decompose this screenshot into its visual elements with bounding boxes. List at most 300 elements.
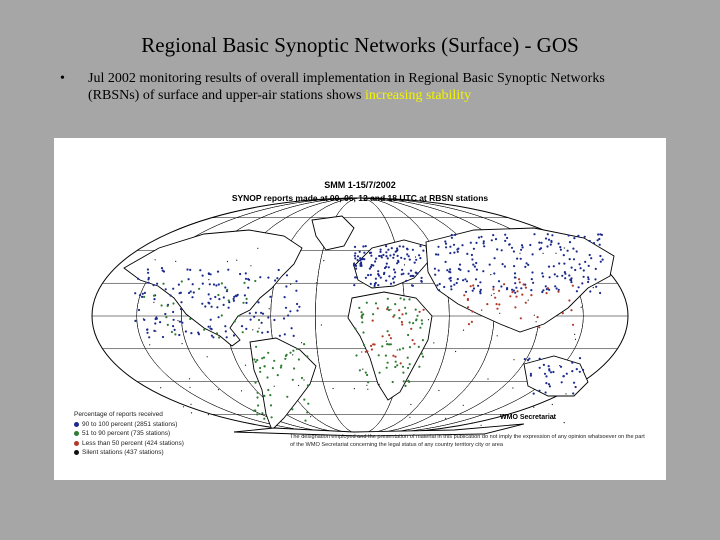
station-dot [406, 253, 408, 255]
station-dot [459, 264, 461, 266]
station-dot [539, 367, 541, 369]
station-dot [370, 345, 372, 347]
station-dot [208, 293, 210, 295]
station-dot [238, 315, 240, 317]
station-dot [182, 343, 183, 344]
station-dot [258, 319, 260, 321]
station-dot [481, 425, 482, 426]
station-dot [256, 396, 258, 398]
station-dot [457, 248, 459, 250]
station-dot [153, 330, 155, 332]
station-dot [153, 302, 154, 303]
legend-swatch [74, 422, 79, 427]
station-dot [467, 306, 469, 308]
station-dot [408, 298, 410, 300]
legend-item: Less than 50 percent (424 stations) [74, 439, 184, 449]
station-dot [174, 333, 176, 335]
station-dot [511, 289, 513, 291]
station-dot [479, 281, 481, 283]
station-dot [545, 285, 547, 287]
station-dot [491, 295, 492, 296]
station-dot [493, 293, 494, 294]
station-dot [386, 263, 388, 265]
station-dot [412, 339, 414, 341]
station-dot [471, 254, 473, 256]
station-dot [256, 413, 258, 415]
station-dot [448, 278, 450, 280]
station-dot [453, 252, 455, 254]
station-dot [466, 280, 468, 282]
station-dot [239, 273, 241, 275]
station-dot [263, 365, 265, 367]
station-dot [263, 357, 265, 359]
station-dot [181, 322, 183, 324]
station-dot [354, 257, 356, 259]
station-dot [448, 271, 450, 273]
station-dot [511, 247, 513, 249]
station-dot [242, 302, 244, 304]
station-dot [301, 377, 303, 379]
station-dot [357, 255, 359, 257]
station-dot [411, 275, 413, 277]
bullet-highlight: increasing stability [364, 88, 472, 103]
station-dot [397, 255, 399, 257]
station-dot [533, 233, 535, 235]
station-dot [422, 250, 424, 252]
station-dot [435, 253, 437, 255]
station-dot [137, 278, 139, 280]
station-dot [518, 278, 520, 280]
station-dot [471, 321, 473, 323]
station-dot [531, 278, 533, 280]
station-dot [520, 287, 522, 289]
station-dot [253, 316, 255, 318]
station-dot [583, 269, 585, 271]
station-dot [501, 249, 503, 251]
station-dot [560, 249, 562, 251]
station-dot [407, 357, 409, 359]
station-dot [209, 283, 211, 285]
station-dot [147, 268, 149, 270]
station-dot [537, 316, 539, 318]
station-dot [550, 244, 552, 246]
station-dot [250, 319, 252, 321]
station-dot [215, 284, 217, 286]
station-dot [572, 248, 574, 250]
station-dot [413, 343, 415, 345]
station-dot [543, 364, 545, 366]
station-dot [354, 328, 356, 330]
station-dot [141, 296, 143, 298]
station-dot [524, 358, 526, 360]
station-dot [149, 344, 150, 345]
station-dot [172, 302, 174, 304]
station-dot [549, 276, 551, 278]
station-dot [449, 268, 451, 270]
station-dot [292, 379, 294, 381]
station-dot [438, 269, 440, 271]
station-dot [475, 242, 477, 244]
station-dot [296, 303, 298, 305]
station-dot [155, 259, 156, 260]
station-dot [571, 362, 573, 364]
station-dot [454, 234, 456, 236]
station-dot [256, 359, 258, 361]
station-dot [362, 258, 364, 260]
station-dot [419, 311, 421, 313]
station-dot [388, 343, 390, 345]
station-dot [499, 313, 500, 314]
station-dot [255, 361, 257, 363]
station-dot [362, 369, 363, 370]
station-dot [383, 273, 385, 275]
station-dot [253, 358, 255, 360]
station-dot [257, 392, 259, 394]
station-dot [506, 288, 508, 290]
station-dot [159, 321, 161, 323]
station-dot [210, 326, 211, 327]
station-dot [550, 371, 552, 373]
station-dot [248, 279, 250, 281]
station-dot [600, 261, 602, 263]
station-dot [165, 288, 167, 290]
station-dot [395, 361, 397, 363]
station-dot [257, 331, 259, 333]
legend-swatch [74, 450, 79, 455]
station-dot [492, 288, 494, 290]
station-dot [419, 245, 421, 247]
station-dot [396, 364, 398, 366]
station-dot [533, 407, 534, 408]
station-dot [190, 332, 192, 334]
station-dot [533, 393, 535, 395]
station-dot [233, 300, 235, 302]
station-dot [374, 285, 376, 287]
station-dot [589, 290, 591, 292]
station-dot [180, 308, 182, 310]
station-dot [359, 265, 361, 267]
station-dot [208, 414, 209, 415]
station-dot [216, 306, 218, 308]
station-dot [148, 336, 150, 338]
station-dot [258, 328, 259, 329]
station-dot [428, 319, 429, 320]
station-dot [388, 334, 390, 336]
station-dot [269, 308, 270, 309]
station-dot [223, 296, 225, 298]
station-dot [292, 354, 293, 355]
station-dot [295, 290, 297, 292]
station-dot [247, 287, 249, 289]
station-dot [573, 258, 575, 260]
station-dot [579, 371, 581, 373]
station-dot [405, 312, 407, 314]
station-dot [545, 375, 547, 377]
station-dot [444, 240, 446, 242]
station-dot [380, 277, 382, 279]
station-dot [410, 270, 412, 272]
station-dot [382, 254, 384, 256]
station-dot [382, 335, 384, 337]
station-dot [372, 320, 374, 322]
station-dot [241, 325, 243, 327]
station-dot [363, 344, 365, 346]
station-dot [278, 269, 280, 271]
station-dot [496, 308, 498, 310]
station-dot [375, 258, 377, 260]
station-dot [380, 249, 382, 251]
station-dot [316, 282, 317, 283]
station-dot [548, 383, 550, 385]
station-dot [572, 285, 574, 287]
station-dot [394, 303, 396, 305]
station-dot [134, 292, 136, 294]
station-dot [414, 262, 416, 264]
station-dot [254, 280, 256, 282]
station-dot [421, 281, 423, 283]
station-dot [576, 250, 578, 252]
station-dot [155, 331, 156, 332]
station-dot [588, 265, 590, 267]
station-dot [486, 303, 488, 305]
station-dot [142, 293, 144, 295]
station-dot [464, 278, 466, 280]
station-dot [307, 384, 309, 386]
station-dot [254, 382, 256, 384]
station-dot [293, 335, 295, 337]
station-dot [399, 348, 401, 350]
station-dot [179, 321, 181, 323]
station-dot [597, 239, 599, 241]
station-dot [218, 316, 220, 318]
station-dot [494, 257, 496, 259]
station-dot [226, 289, 228, 291]
station-dot [228, 299, 230, 301]
station-dot [399, 245, 401, 247]
station-dot [573, 382, 575, 384]
station-dot [162, 336, 164, 338]
station-dot [496, 303, 498, 305]
station-dot [290, 284, 291, 285]
station-dot [162, 283, 164, 285]
station-dot [160, 387, 161, 388]
station-dot [470, 242, 472, 244]
station-dot [189, 269, 191, 271]
station-dot [274, 386, 275, 387]
station-dot [405, 280, 407, 282]
station-dot [490, 274, 491, 275]
station-dot [303, 399, 305, 401]
station-dot [407, 380, 409, 382]
station-dot [506, 237, 508, 239]
station-dot [450, 280, 452, 282]
station-dot [356, 276, 358, 278]
station-dot [153, 284, 155, 286]
station-dot [386, 341, 387, 342]
slide-title: Regional Basic Synoptic Networks (Surface) - GOS [141, 33, 579, 57]
station-dot [178, 284, 180, 286]
station-dot [550, 240, 552, 242]
station-dot [404, 385, 406, 387]
station-dot [394, 276, 396, 278]
station-dot [394, 356, 396, 358]
station-dot [253, 410, 255, 412]
station-dot [554, 273, 556, 275]
station-dot [189, 318, 191, 320]
station-dot [581, 307, 582, 308]
station-dot [470, 285, 472, 287]
station-dot [527, 264, 529, 266]
station-dot [249, 312, 251, 314]
station-dot [245, 328, 247, 330]
station-dot [385, 245, 387, 247]
station-dot [189, 378, 190, 379]
station-dot [590, 257, 592, 259]
station-dot [530, 375, 532, 377]
station-dot [175, 261, 176, 262]
station-dot [483, 245, 485, 247]
station-dot [415, 319, 417, 321]
station-dot [556, 287, 558, 289]
station-dot [480, 236, 482, 238]
station-dot [372, 264, 374, 266]
station-dot [366, 302, 368, 304]
station-dot [519, 281, 521, 283]
station-dot [172, 288, 174, 290]
station-dot [587, 276, 589, 278]
station-dot [491, 239, 493, 241]
station-dot [588, 278, 590, 280]
station-dot [214, 296, 216, 298]
station-dot [296, 310, 298, 312]
legend-item: 51 to 90 percent (735 stations) [74, 429, 184, 439]
station-dot [333, 388, 334, 389]
station-dot [451, 237, 453, 239]
station-dot [545, 237, 547, 239]
station-dot [554, 285, 556, 287]
station-dot [412, 249, 414, 251]
station-dot [190, 404, 191, 405]
station-dot [516, 290, 518, 292]
station-dot [520, 258, 522, 260]
station-dot [241, 390, 242, 391]
station-dot [370, 283, 372, 285]
bullet-dot: • [60, 71, 65, 86]
station-dot [548, 368, 550, 370]
station-dot [524, 266, 526, 268]
station-dot [438, 289, 440, 291]
station-dot [394, 366, 396, 368]
station-dot [407, 334, 409, 336]
station-dot [197, 332, 199, 334]
station-dot [418, 254, 420, 256]
station-dot [419, 327, 421, 329]
station-dot [285, 355, 287, 357]
station-dot [172, 325, 174, 327]
station-dot [548, 365, 550, 367]
station-dot [574, 269, 576, 271]
station-dot [377, 284, 379, 286]
station-dot [390, 283, 392, 285]
station-dot [273, 360, 275, 362]
station-dot [360, 311, 362, 313]
station-dot [593, 242, 595, 244]
station-dot [370, 255, 372, 257]
station-dot [542, 289, 544, 291]
station-dot [455, 351, 456, 352]
legend-swatch [74, 441, 79, 446]
station-dot [549, 385, 551, 387]
station-dot [208, 326, 210, 328]
station-dot [255, 346, 257, 348]
station-dot [515, 287, 517, 289]
station-dot [291, 327, 293, 329]
station-dot [487, 378, 488, 379]
station-dot [504, 240, 506, 242]
station-dot [390, 343, 392, 345]
station-dot [291, 408, 293, 410]
station-dot [304, 420, 306, 422]
station-dot [572, 324, 574, 326]
station-dot [153, 298, 155, 300]
station-dot [407, 367, 409, 369]
station-dot [482, 270, 484, 272]
station-dot [387, 362, 389, 364]
station-dot [415, 309, 417, 311]
station-dot [513, 359, 514, 360]
station-dot [202, 283, 204, 285]
station-dot [538, 326, 540, 328]
station-dot [246, 298, 248, 300]
station-dot [400, 362, 402, 364]
station-dot [422, 356, 424, 358]
station-dot [577, 235, 579, 237]
station-dot [221, 282, 223, 284]
station-dot [434, 268, 436, 270]
station-dot [559, 365, 560, 366]
station-dot [437, 246, 439, 248]
station-dot [392, 316, 394, 318]
station-dot [323, 260, 324, 261]
station-dot [402, 273, 404, 275]
station-dot [536, 334, 537, 335]
station-dot [472, 284, 474, 286]
station-dot [578, 286, 580, 288]
station-dot [561, 381, 563, 383]
station-dot [398, 309, 400, 311]
station-dot [379, 251, 381, 253]
station-dot [393, 254, 395, 256]
station-dot [266, 376, 268, 378]
station-dot [468, 270, 470, 272]
station-dot [162, 270, 164, 272]
station-dot [572, 392, 574, 394]
disclaimer-text: The designation employed and the presentation of material in this publication do not imply the expression of any opinion whatsoever on the part of the WMO Secretariat concerning the legal status of any country territory city or area [290, 434, 645, 448]
station-dot [401, 323, 403, 325]
station-dot [375, 302, 377, 304]
station-dot [473, 287, 475, 289]
station-dot [542, 275, 544, 277]
station-dot [374, 343, 376, 345]
station-dot [211, 306, 213, 308]
station-dot [217, 294, 219, 296]
station-dot [595, 286, 597, 288]
station-dot [379, 384, 380, 385]
station-dot [483, 242, 485, 244]
station-dot [171, 331, 173, 333]
station-dot [409, 346, 411, 348]
station-dot [225, 330, 227, 332]
